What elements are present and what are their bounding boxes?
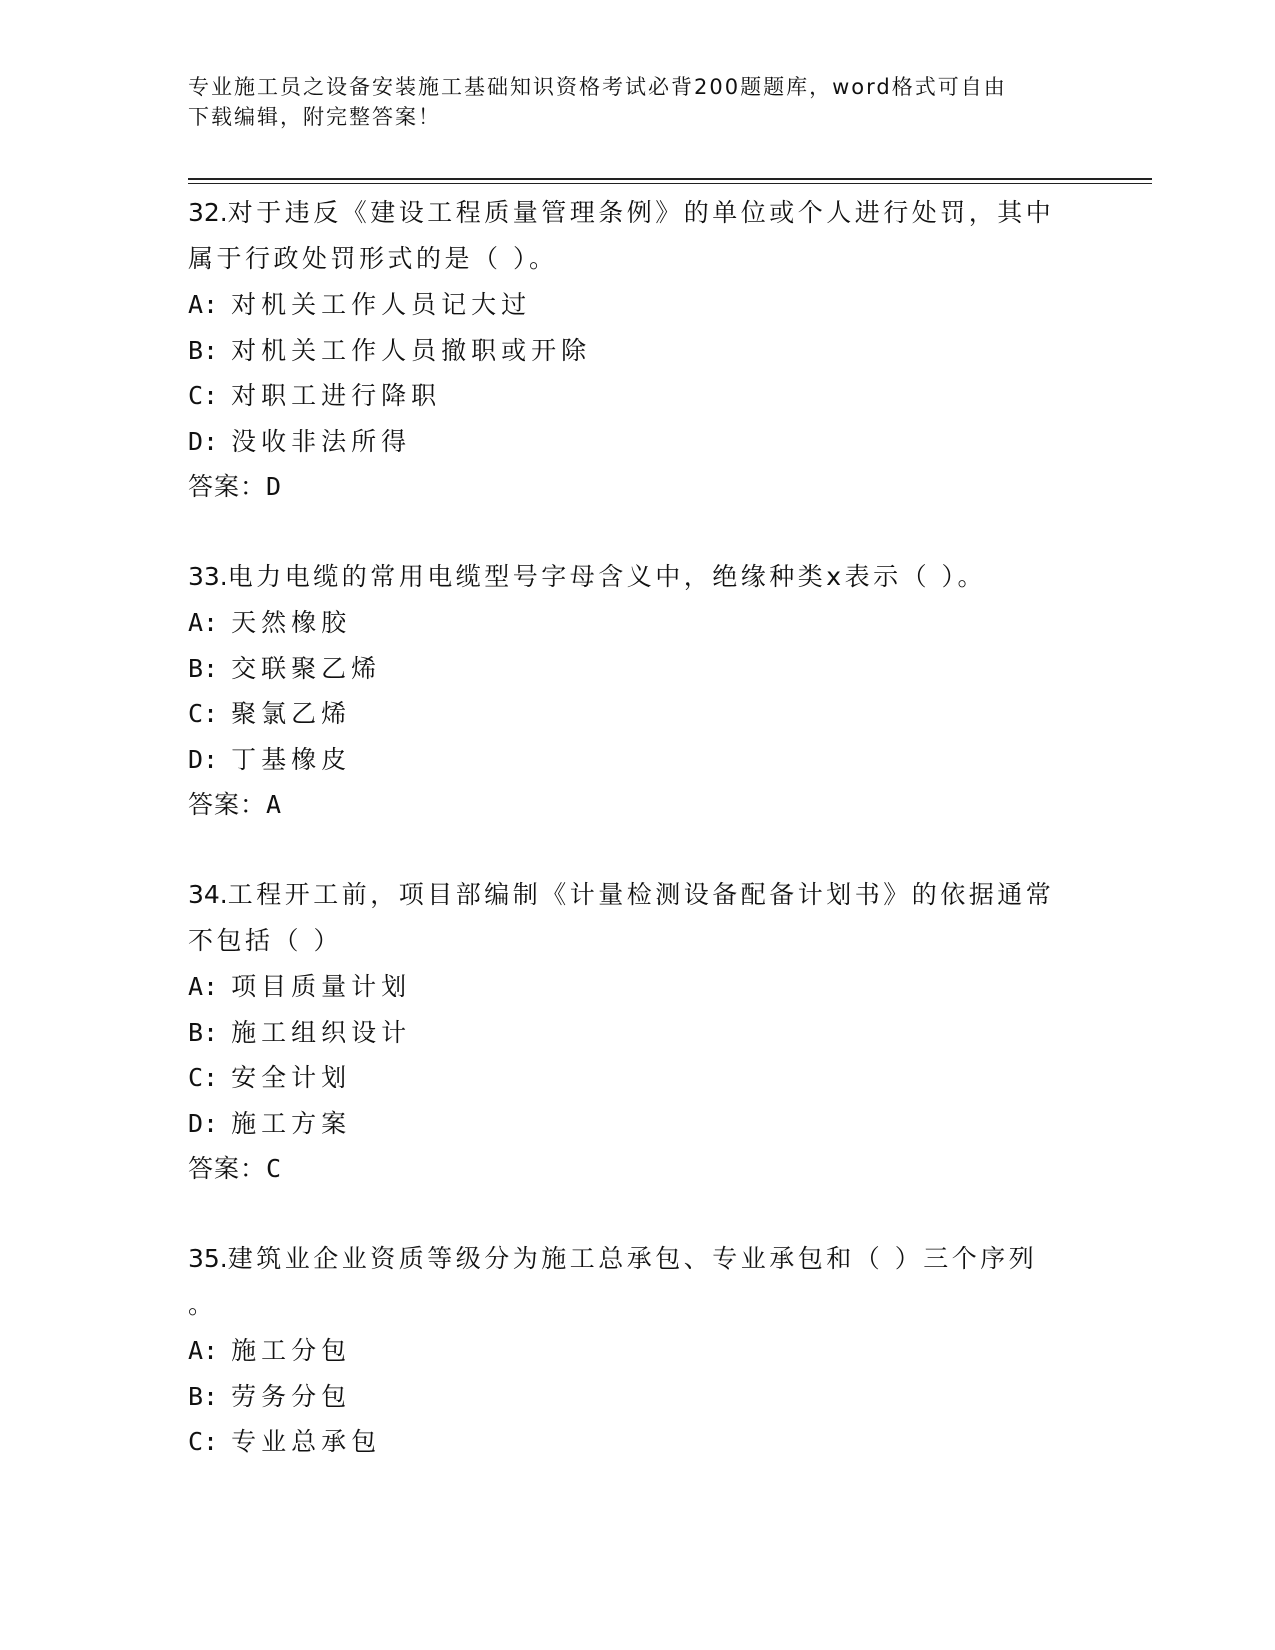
option-text: 没收非法所得 <box>231 426 412 456</box>
option-text: 项目质量计划 <box>231 972 412 1001</box>
option-b <box>188 1010 1088 1056</box>
option-d <box>188 737 1088 783</box>
option-key: B: <box>188 653 219 683</box>
option-c <box>188 1419 1088 1465</box>
option-d <box>188 1101 1088 1147</box>
answer-label: 答案： <box>188 472 267 501</box>
question-text-line-1: 建筑业企业资质等级分为施工总承包、专业承包和（ ）三个序列 <box>227 1244 1038 1273</box>
option-key: C: <box>188 699 219 728</box>
question-number: 32. <box>188 198 228 227</box>
question-block <box>188 554 1088 828</box>
option-b <box>188 1374 1088 1420</box>
option-text: 施工分包 <box>231 1336 352 1365</box>
answer-line <box>188 464 1088 510</box>
question-text-line-2: 属于行政处罚形式的是（ ）。 <box>188 244 558 273</box>
question-block <box>188 190 1088 510</box>
option-b <box>188 328 1088 374</box>
question-text <box>188 872 1068 964</box>
header-divider-bottom <box>188 183 1152 184</box>
question-spacer <box>188 1192 1088 1236</box>
option-key: D: <box>188 426 219 456</box>
option-text: 施工组织设计 <box>231 1017 412 1047</box>
option-text: 丁基橡皮 <box>231 744 352 774</box>
answer-value: D <box>266 472 283 501</box>
option-a <box>188 1328 1088 1374</box>
option-text: 劳务分包 <box>231 1381 352 1411</box>
question-list <box>188 190 1088 1465</box>
question-block <box>188 1236 1088 1465</box>
option-c <box>188 1055 1088 1101</box>
question-text <box>188 554 1068 600</box>
option-key: B: <box>188 1381 219 1411</box>
header-line-2: 下载编辑，附完整答案！ <box>188 105 441 129</box>
option-d <box>188 419 1088 465</box>
option-text: 聚氯乙烯 <box>231 699 352 728</box>
question-text-line-2: 。 <box>188 1290 217 1319</box>
document-header <box>188 72 1068 132</box>
option-key: B: <box>188 335 219 365</box>
answer-value: A <box>266 790 283 819</box>
answer-value: C <box>266 1154 283 1183</box>
question-spacer <box>188 828 1088 872</box>
option-key: C: <box>188 1427 219 1456</box>
answer-line <box>188 782 1088 828</box>
option-c <box>188 373 1088 419</box>
question-number: 35. <box>188 1244 228 1273</box>
option-text: 对职工进行降职 <box>231 381 442 410</box>
option-key: A: <box>188 1336 219 1365</box>
question-number: 34. <box>188 880 228 909</box>
question-text <box>188 1236 1068 1328</box>
question-block <box>188 872 1088 1192</box>
question-text <box>188 190 1068 282</box>
question-number: 33. <box>188 562 228 591</box>
answer-label: 答案： <box>188 1154 267 1183</box>
option-a <box>188 600 1088 646</box>
option-key: D: <box>188 744 219 774</box>
option-text: 施工方案 <box>231 1108 352 1138</box>
question-text-line-1: 对于违反《建设工程质量管理条例》的单位或个人进行处罚，其中 <box>227 198 1055 227</box>
option-key: A: <box>188 608 219 637</box>
option-text: 对机关工作人员记大过 <box>231 290 532 319</box>
option-key: A: <box>188 972 219 1001</box>
option-text: 交联聚乙烯 <box>231 653 382 683</box>
option-text: 天然橡胶 <box>231 608 352 637</box>
question-text-line-1: 电力电缆的常用电缆型号字母含义中，绝缘种类x表示（ ）。 <box>227 562 987 591</box>
header-line-1: 专业施工员之设备安装施工基础知识资格考试必背200题题库，word格式可自由 <box>188 75 1007 99</box>
option-key: C: <box>188 1063 219 1092</box>
header-divider-top <box>188 178 1152 180</box>
question-text-line-1: 工程开工前，项目部编制《计量检测设备配备计划书》的依据通常 <box>227 880 1055 909</box>
answer-line <box>188 1146 1088 1192</box>
option-key: A: <box>188 290 219 319</box>
option-text: 专业总承包 <box>231 1427 382 1456</box>
question-text-line-2: 不包括（ ） <box>188 926 342 955</box>
option-text: 安全计划 <box>231 1063 352 1092</box>
option-a <box>188 964 1088 1010</box>
option-key: C: <box>188 381 219 410</box>
question-spacer <box>188 510 1088 554</box>
option-text: 对机关工作人员撤职或开除 <box>231 335 592 365</box>
answer-label: 答案： <box>188 790 267 819</box>
option-a <box>188 282 1088 328</box>
option-c <box>188 691 1088 737</box>
option-key: B: <box>188 1017 219 1047</box>
option-key: D: <box>188 1108 219 1138</box>
option-b <box>188 646 1088 692</box>
